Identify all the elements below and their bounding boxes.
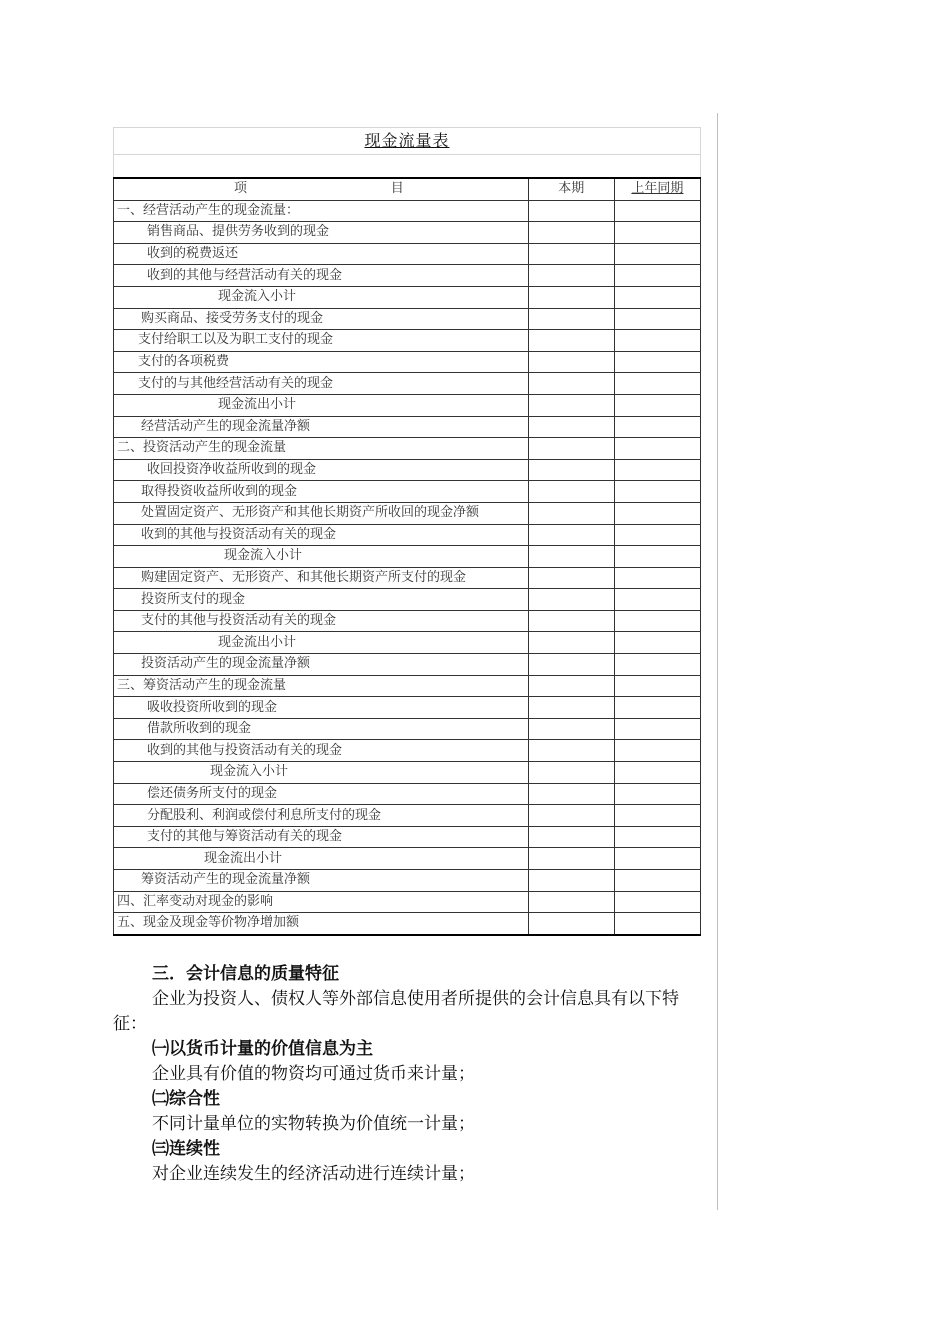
row-label: 销售商品、提供劳务收到的现金 (114, 222, 529, 244)
table-row (114, 805, 701, 827)
cell-prior (614, 308, 700, 330)
sheet-title-row (113, 127, 701, 154)
row-label: 购买商品、接受劳务支付的现金 (114, 308, 529, 330)
table-row (114, 697, 701, 719)
item-2-body: 不同计量单位的实物转换为价值统一计量； (152, 1114, 475, 1134)
cell-current (528, 394, 614, 416)
table-row (114, 438, 701, 460)
table-row (114, 762, 701, 784)
cell-prior (614, 718, 700, 740)
table-row (114, 546, 701, 568)
cell-prior (614, 675, 700, 697)
row-label: 五、现金及现金等价物净增加额 (114, 913, 529, 935)
cell-current (528, 438, 614, 460)
cell-current (528, 783, 614, 805)
cell-current (528, 416, 614, 438)
cell-prior (614, 524, 700, 546)
table-row (114, 243, 701, 265)
table-row (114, 718, 701, 740)
row-label: 收到的其他与投资活动有关的现金 (114, 524, 529, 546)
header-item-left: 项 (234, 181, 248, 197)
row-label: 取得投资收益所收到的现金 (114, 481, 529, 503)
cell-current (528, 697, 614, 719)
row-label: 购建固定资产、无形资产、和其他长期资产所支付的现金 (114, 567, 529, 589)
table-row (114, 502, 701, 524)
body-text (113, 962, 703, 1187)
row-label: 投资所支付的现金 (114, 589, 529, 611)
blank-row (113, 154, 701, 177)
row-label: 偿还债务所支付的现金 (114, 783, 529, 805)
row-label: 支付的其他与筹资活动有关的现金 (114, 826, 529, 848)
table-row (114, 222, 701, 244)
row-label: 支付的其他与投资活动有关的现金 (114, 610, 529, 632)
item-3-title: ㈢连续性 (152, 1139, 220, 1159)
table-row (114, 870, 701, 892)
row-label: 收到的其他与经营活动有关的现金 (114, 265, 529, 287)
cell-current (528, 654, 614, 676)
cell-prior (614, 654, 700, 676)
cell-prior (614, 783, 700, 805)
cell-current (528, 502, 614, 524)
cell-prior (614, 697, 700, 719)
row-label: 现金流出小计 (114, 632, 529, 654)
row-label: 筹资活动产生的现金流量净额 (114, 870, 529, 892)
intro-paragraph: 企业为投资人、债权人等外部信息使用者所提供的会计信息具有以下特征： (113, 989, 679, 1034)
cell-prior (614, 546, 700, 568)
cell-current (528, 243, 614, 265)
cell-prior (614, 459, 700, 481)
row-label: 一、经营活动产生的现金流量： (114, 200, 529, 222)
row-label: 投资活动产生的现金流量净额 (114, 654, 529, 676)
cell-prior (614, 826, 700, 848)
header-prior: 上年同期 (614, 178, 700, 200)
row-label: 三、筹资活动产生的现金流量 (114, 675, 529, 697)
cell-current (528, 524, 614, 546)
table-row (114, 913, 701, 935)
row-label: 处置固定资产、无形资产和其他长期资产所收回的现金净额 (114, 502, 529, 524)
cell-current (528, 870, 614, 892)
item-1-body: 企业具有价值的物资均可通过货币来计量； (152, 1064, 475, 1084)
cell-current (528, 373, 614, 395)
table-row (114, 848, 701, 870)
cell-prior (614, 848, 700, 870)
cell-prior (614, 330, 700, 352)
cell-current (528, 567, 614, 589)
cell-prior (614, 200, 700, 222)
table-row (114, 610, 701, 632)
table-body (114, 200, 701, 935)
cell-current (528, 308, 614, 330)
cell-current (528, 589, 614, 611)
row-label: 分配股利、利润或偿付利息所支付的现金 (114, 805, 529, 827)
cell-prior (614, 589, 700, 611)
cell-prior (614, 632, 700, 654)
row-label: 四、汇率变动对现金的影响 (114, 891, 529, 913)
cash-flow-sheet (113, 127, 701, 936)
cell-current (528, 891, 614, 913)
cell-current (528, 481, 614, 503)
cell-prior (614, 913, 700, 935)
cell-current (528, 632, 614, 654)
cell-current (528, 762, 614, 784)
row-label: 现金流入小计 (114, 546, 529, 568)
header-item (114, 178, 529, 200)
table-row (114, 654, 701, 676)
page-margin-line (717, 113, 718, 1210)
cell-current (528, 805, 614, 827)
sheet-title: 现金流量表 (364, 131, 450, 150)
cell-prior (614, 373, 700, 395)
table-row (114, 394, 701, 416)
item-3-body: 对企业连续发生的经济活动进行连续计量； (152, 1164, 475, 1184)
row-label: 支付给职工以及为职工支付的现金 (114, 330, 529, 352)
cell-current (528, 610, 614, 632)
table-row (114, 459, 701, 481)
table-row (114, 481, 701, 503)
cell-prior (614, 286, 700, 308)
table-row (114, 567, 701, 589)
cell-prior (614, 740, 700, 762)
cell-prior (614, 502, 700, 524)
row-label: 经营活动产生的现金流量净额 (114, 416, 529, 438)
table-row (114, 265, 701, 287)
cell-current (528, 265, 614, 287)
cell-prior (614, 762, 700, 784)
cell-current (528, 826, 614, 848)
cell-current (528, 675, 614, 697)
table-row (114, 632, 701, 654)
table-row (114, 330, 701, 352)
cell-current (528, 740, 614, 762)
cell-prior (614, 243, 700, 265)
table-row (114, 308, 701, 330)
cell-prior (614, 394, 700, 416)
row-label: 吸收投资所收到的现金 (114, 697, 529, 719)
table-row (114, 286, 701, 308)
cell-prior (614, 438, 700, 460)
row-label: 现金流入小计 (114, 286, 529, 308)
row-label: 支付的与其他经营活动有关的现金 (114, 373, 529, 395)
table-row (114, 524, 701, 546)
table-row (114, 200, 701, 222)
row-label: 支付的各项税费 (114, 351, 529, 373)
row-label: 现金流出小计 (114, 848, 529, 870)
header-item-right: 目 (390, 181, 404, 197)
cell-prior (614, 265, 700, 287)
table-row (114, 416, 701, 438)
section-heading: 三．会计信息的质量特征 (152, 964, 339, 984)
table-row (114, 373, 701, 395)
table-row (114, 783, 701, 805)
cell-current (528, 546, 614, 568)
row-label: 借款所收到的现金 (114, 718, 529, 740)
cell-prior (614, 222, 700, 244)
cell-current (528, 330, 614, 352)
table-header-row (114, 178, 701, 200)
cell-current (528, 718, 614, 740)
row-label: 收到的税费返还 (114, 243, 529, 265)
table-row (114, 589, 701, 611)
row-label: 现金流出小计 (114, 394, 529, 416)
table-row (114, 675, 701, 697)
cell-current (528, 459, 614, 481)
cell-current (528, 200, 614, 222)
header-current: 本期 (528, 178, 614, 200)
row-label: 收到的其他与投资活动有关的现金 (114, 740, 529, 762)
cell-prior (614, 481, 700, 503)
item-1-title: ㈠以货币计量的价值信息为主 (152, 1039, 373, 1059)
table-row (114, 826, 701, 848)
row-label: 二、投资活动产生的现金流量 (114, 438, 529, 460)
table-row (114, 351, 701, 373)
cell-prior (614, 416, 700, 438)
cell-current (528, 848, 614, 870)
cell-prior (614, 351, 700, 373)
row-label: 现金流入小计 (114, 762, 529, 784)
cell-prior (614, 610, 700, 632)
row-label: 收回投资净收益所收到的现金 (114, 459, 529, 481)
cell-current (528, 913, 614, 935)
cell-prior (614, 805, 700, 827)
cell-current (528, 222, 614, 244)
item-2-title: ㈡综合性 (152, 1089, 220, 1109)
cell-prior (614, 567, 700, 589)
cell-prior (614, 870, 700, 892)
table-row (114, 740, 701, 762)
cell-prior (614, 891, 700, 913)
cell-current (528, 286, 614, 308)
table-row (114, 891, 701, 913)
cell-current (528, 351, 614, 373)
cash-flow-table (113, 177, 701, 936)
